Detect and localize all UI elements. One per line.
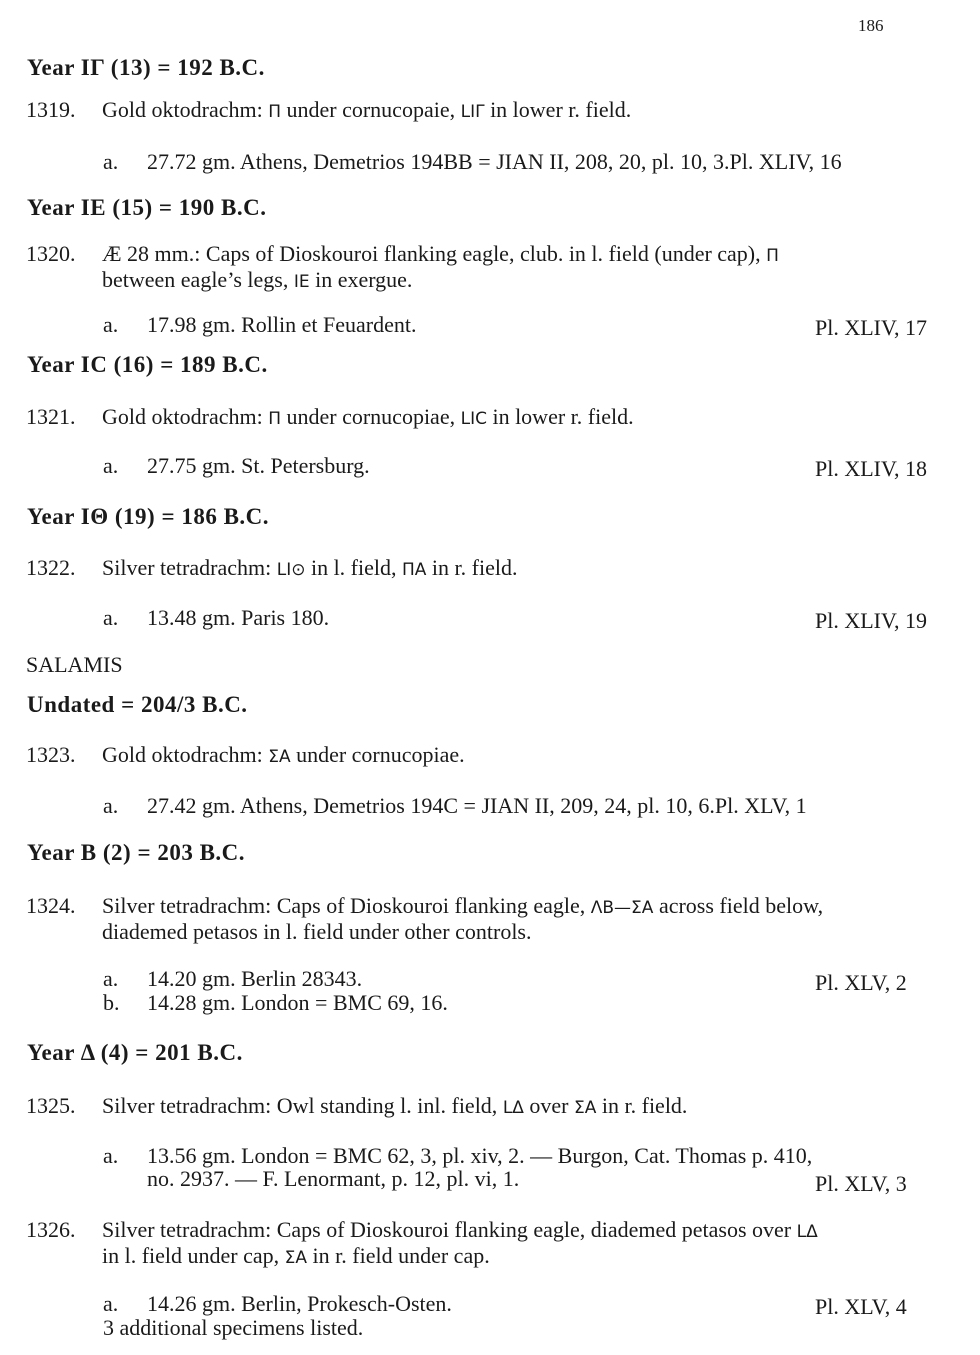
specimen-1319-a — [103, 150, 842, 173]
page-number: 186 — [858, 16, 884, 35]
date-symbol: LΔ — [502, 1098, 524, 1118]
specimen-text: 27.42 gm. Athens, Demetrios 194C = JIAN II, 209, 24, pl. 10, 6.Pl. XLV, 1 — [147, 793, 807, 818]
heading-year-13: Year ΙΓ (13) = 192 B.C. — [27, 55, 265, 80]
monogram-symbol: ΠΑ — [402, 560, 427, 580]
plate-reference: Pl. XLV, 4 — [815, 1294, 907, 1319]
entry-text: in exergue. — [309, 267, 413, 292]
specimen-1321-a — [103, 454, 370, 477]
date-symbol: LΔ — [796, 1222, 818, 1242]
entry-number: 1319. — [26, 97, 76, 122]
specimen-label: a. — [103, 1143, 119, 1168]
entry-text: in r. field. — [426, 555, 518, 580]
specimen-label: a. — [103, 605, 119, 630]
entry-number: 1320. — [26, 241, 76, 266]
specimen-text: 14.20 gm. Berlin 28343. — [147, 966, 363, 991]
entry-text: Gold oktodrachm: — [102, 97, 269, 122]
entry-number: 1321. — [26, 404, 76, 429]
entry-text: diademed petasos in l. field under other controls. — [102, 919, 532, 944]
entry-text: over — [523, 1093, 575, 1118]
entry-1321 — [26, 405, 634, 431]
monogram-symbol: ΣΑ — [268, 747, 291, 767]
monogram-symbol: Π — [268, 409, 281, 429]
entry-text: across field below, — [653, 893, 824, 918]
heading-year-4: Year Δ (4) = 201 B.C. — [27, 1040, 243, 1065]
date-symbol: ΙΕ — [293, 272, 310, 292]
entry-1325 — [26, 1094, 687, 1120]
heading-year-15: Year ΙΕ (15) = 190 B.C. — [27, 195, 267, 220]
specimen-1324-a — [103, 967, 362, 990]
plate-reference: Pl. XLV, 3 — [815, 1171, 907, 1196]
entry-text: under cornucopiae. — [290, 742, 465, 767]
monogram-symbol: ΣΑ — [574, 1098, 597, 1118]
entry-text: in r. field. — [596, 1093, 688, 1118]
plate-reference: Pl. XLIV, 17 — [815, 315, 928, 340]
entry-1320 — [26, 242, 779, 294]
specimen-1322-a — [103, 606, 329, 629]
specimen-label: a. — [103, 312, 119, 337]
specimen-text: 13.48 gm. Paris 180. — [147, 605, 330, 630]
monogram-symbol: ΣΑ — [284, 1248, 308, 1268]
specimen-1320-a — [103, 313, 416, 336]
heading-year-19: Year ΙΘ (19) = 186 B.C. — [27, 504, 270, 529]
date-symbol: LΙϹ — [460, 409, 487, 429]
entry-1323 — [26, 743, 465, 769]
entry-text: Silver tetradrachm: Owl standing l. inl. field, — [102, 1093, 503, 1118]
specimen-text: 14.26 gm. Berlin, Prokesch-Osten. — [147, 1291, 452, 1316]
heading-year-16: Year ΙϹ (16) = 189 B.C. — [27, 352, 268, 377]
entry-text: Gold oktodrachm: — [102, 404, 269, 429]
specimen-text: 27.75 gm. St. Petersburg. — [147, 453, 370, 478]
specimen-1325-a — [103, 1144, 812, 1190]
entry-1324 — [26, 894, 823, 943]
monogram-symbol: Π — [268, 102, 281, 122]
monogram-symbol: Π — [766, 246, 779, 266]
entry-1322 — [26, 556, 517, 582]
entry-text: under cornucopaie, — [281, 97, 461, 122]
entry-text: in lower r. field. — [486, 404, 634, 429]
specimen-text: 14.28 gm. London = BMC 69, 16. — [147, 990, 448, 1015]
specimen-1326-a — [103, 1292, 452, 1315]
specimen-1323-a — [103, 794, 807, 817]
entry-text: between eagle’s legs, — [102, 267, 294, 292]
specimen-label: a. — [103, 1291, 119, 1316]
entry-text: Æ 28 mm.: Caps of Dioskouroi flanking eagle, club. in l. field (under cap), — [102, 241, 767, 266]
specimen-label: a. — [103, 453, 119, 478]
date-symbol: LΙΓ — [460, 102, 485, 122]
specimen-label: a. — [103, 149, 119, 174]
specimen-label: a. — [103, 793, 119, 818]
entry-number: 1322. — [26, 555, 76, 580]
monogram-symbol: ΛΒ—ΣΑ — [590, 898, 654, 918]
specimen-text: 17.98 gm. Rollin et Feuardent. — [147, 312, 417, 337]
heading-undated: Undated = 204/3 B.C. — [27, 692, 248, 717]
entry-1319 — [26, 98, 631, 124]
specimen-label: a. — [103, 966, 119, 991]
plate-reference: Pl. XLV, 2 — [815, 970, 907, 995]
entry-text: in l. field, — [305, 555, 402, 580]
specimen-text: 27.72 gm. Athens, Demetrios 194BB = JIAN II, 208, 20, pl. 10, 3.Pl. XLIV, 16 — [147, 149, 842, 174]
date-symbol: LΙ⊙ — [276, 560, 306, 580]
entry-text: Silver tetradrachm: Caps of Dioskouroi flanking eagle, — [102, 893, 591, 918]
entry-text: in r. field under cap. — [307, 1243, 490, 1268]
entry-text: Gold oktodrachm: — [102, 742, 269, 767]
specimen-label: b. — [103, 990, 120, 1015]
heading-year-2: Year Β (2) = 203 B.C. — [27, 840, 246, 865]
entry-text: under cornucopiae, — [281, 404, 461, 429]
entry-text: in lower r. field. — [484, 97, 632, 122]
entry-number: 1326. — [26, 1217, 76, 1242]
entry-number: 1325. — [26, 1093, 76, 1118]
entry-text: Silver tetradrachm: Caps of Dioskouroi flanking eagle, diademed petasos over — [102, 1217, 797, 1242]
plate-reference: Pl. XLIV, 19 — [815, 608, 928, 633]
additional-specimens-note: 3 additional specimens listed. — [103, 1315, 364, 1340]
entry-number: 1324. — [26, 893, 76, 918]
specimen-1324-b — [103, 991, 448, 1014]
entry-1326 — [26, 1218, 818, 1270]
entry-text: Silver tetradrachm: — [102, 555, 277, 580]
section-title-salamis: SALAMIS — [26, 652, 123, 677]
entry-number: 1323. — [26, 742, 76, 767]
entry-text: in l. field under cap, — [102, 1243, 285, 1268]
plate-reference: Pl. XLIV, 18 — [815, 456, 928, 481]
specimen-text: 13.56 gm. London = BMC 62, 3, pl. xiv, 2. — Burgon, Cat. Thomas p. 410, — [147, 1143, 813, 1168]
specimen-text: no. 2937. — F. Lenormant, p. 12, pl. vi, 1. — [147, 1166, 520, 1191]
